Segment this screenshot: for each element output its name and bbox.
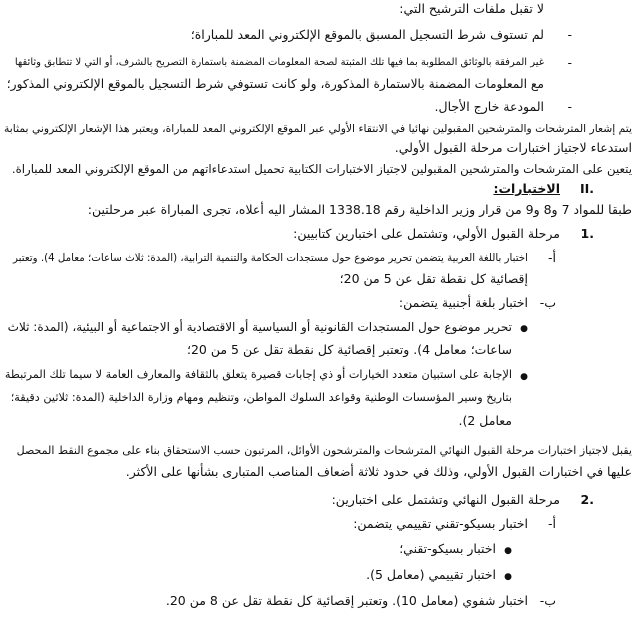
phase2-number: 2. <box>580 492 594 507</box>
bullet-icon <box>504 566 512 584</box>
phase2-b-text: اختبار شفوي (معامل 10). وتعتبر إقصائية كل نقطة تقل عن 8 من 20. <box>165 593 528 608</box>
notice-paragraph-line: استدعاء لاجتياز اختبارات مرحلة القبول الأولي. <box>394 140 632 155</box>
phase2-bullet2: اختبار تقييمي (معامل 5). <box>366 567 496 582</box>
list-dash: - <box>567 27 572 42</box>
phase1-title: مرحلة القبول الأولي، وتشتمل على اختبارين كتابيين: <box>293 226 560 241</box>
phase2-title: مرحلة القبول النهائي وتشتمل على اختبارين: <box>331 492 560 507</box>
final-paragraph-line: عليها في اختبارات القبول الأولي، وذلك في حدود ثلاثة أضعاف المناصب المتبارى بشأنها على الأكثر. <box>125 464 632 479</box>
rejection-item-continued: مع المعلومات المضمنة بالاستمارة المذكورة، ولو كانت تستوفي شرط التسجيل بالموقع الإلكتروني المذكور؛ <box>6 77 544 91</box>
section-title: الاختبارات: <box>493 181 560 196</box>
phase2-a-title: اختبار بسيكو-تقني تقييمي يتضمن: <box>353 516 528 531</box>
phase1-number: 1. <box>580 226 594 241</box>
phase1-b-title: اختبار بلغة أجنبية يتضمن: <box>398 295 528 310</box>
rejection-item: غير المرفقة بالوثائق المطلوبة بما فيها تلك المثبتة لصحة المعلومات المضمنة باستمارة التصريح بالشرف، أو التي لا تتطابق وثائقها <box>14 57 544 68</box>
bullet-icon <box>520 318 528 336</box>
phase1-a-mark: أ- <box>548 250 556 265</box>
section-number: II. <box>579 181 594 196</box>
decree-line: طبقا للمواد 7 و8 و9 من قرار وزير الداخلية رقم 1338.18 المشار اليه أعلاه، تجرى المباراة عبر مرحلتين: <box>87 202 632 217</box>
final-paragraph-line: يقبل لاجتياز اختبارات مرحلة القبول النهائي المترشحات والمترشحون الأوائل، المرتبون حسب الاستحقاق بناء على مجموع النقط المحصل <box>16 444 632 457</box>
phase2-bullet1: اختبار بسيكو-تقني؛ <box>399 541 496 556</box>
phase1-bullet2-line: معامل 2). <box>458 413 512 428</box>
phase2-a-mark: أ- <box>548 516 556 531</box>
phase1-bullet1-line: تحرير موضوع حول المستجدات القانونية أو السياسية أو الاقتصادية أو الاجتماعية أو البيئية، (المدة: ثلاث <box>7 320 512 334</box>
phase1-a-line: إقصائية كل نقطة تقل عن 5 من 20؛ <box>339 271 528 286</box>
phase1-a-line: اختبار باللغة العربية يتضمن تحرير موضوع حول مستجدات الحكامة والتنمية الترابية، (المدة: ثلاث ساعات؛ معامل 4). وتعتبر <box>13 252 528 264</box>
list-dash: - <box>567 55 572 70</box>
bullet-icon <box>520 366 528 384</box>
rejection-item: لم تستوف شرط التسجيل المسبق بالموقع الإلكتروني المعد للمباراة؛ <box>190 27 544 42</box>
rejection-item: المودعة خارج الأجال. <box>434 99 544 114</box>
phase2-b-mark: ب- <box>539 593 556 608</box>
list-dash: - <box>567 99 572 114</box>
download-paragraph: يتعين على المترشحات والمترشحين المقبولين لاجتياز الاختبارات الكتابية تحميل استدعاءاتهم من الموقع الإلكتروني المعد للمباراة. <box>11 162 632 176</box>
phase1-bullet1-line: ساعات؛ معامل 4). وتعتبر إقصائية كل نقطة تقل عن 5 من 20؛ <box>186 342 512 357</box>
intro-line: لا تقبل ملفات الترشيح التي: <box>399 1 544 16</box>
notice-paragraph-line: يتم إشعار المترشحات والمترشحين المقبولين نهائيا في الانتقاء الأولي عبر الموقع الإلكتروني المعد للمباراة، ويعتبر هذا الإشعار الإلكتروني بمثابة <box>4 122 632 135</box>
bullet-icon <box>504 540 512 558</box>
phase1-b-mark: ب- <box>539 295 556 310</box>
phase1-bullet2-line: بتاريخ وسير المؤسسات الوطنية وقواعد السلوك المواطن، وتنظيم ومهام وزارة الداخلية (المدة: ثلاثين دقيقة؛ <box>10 391 512 404</box>
phase1-bullet2-line: الإجابة على استبيان متعدد الخيارات أو ذي إجابات قصيرة يتعلق بالثقافة والمعارف العامة لا سيما تلك المرتبطة <box>4 368 512 381</box>
